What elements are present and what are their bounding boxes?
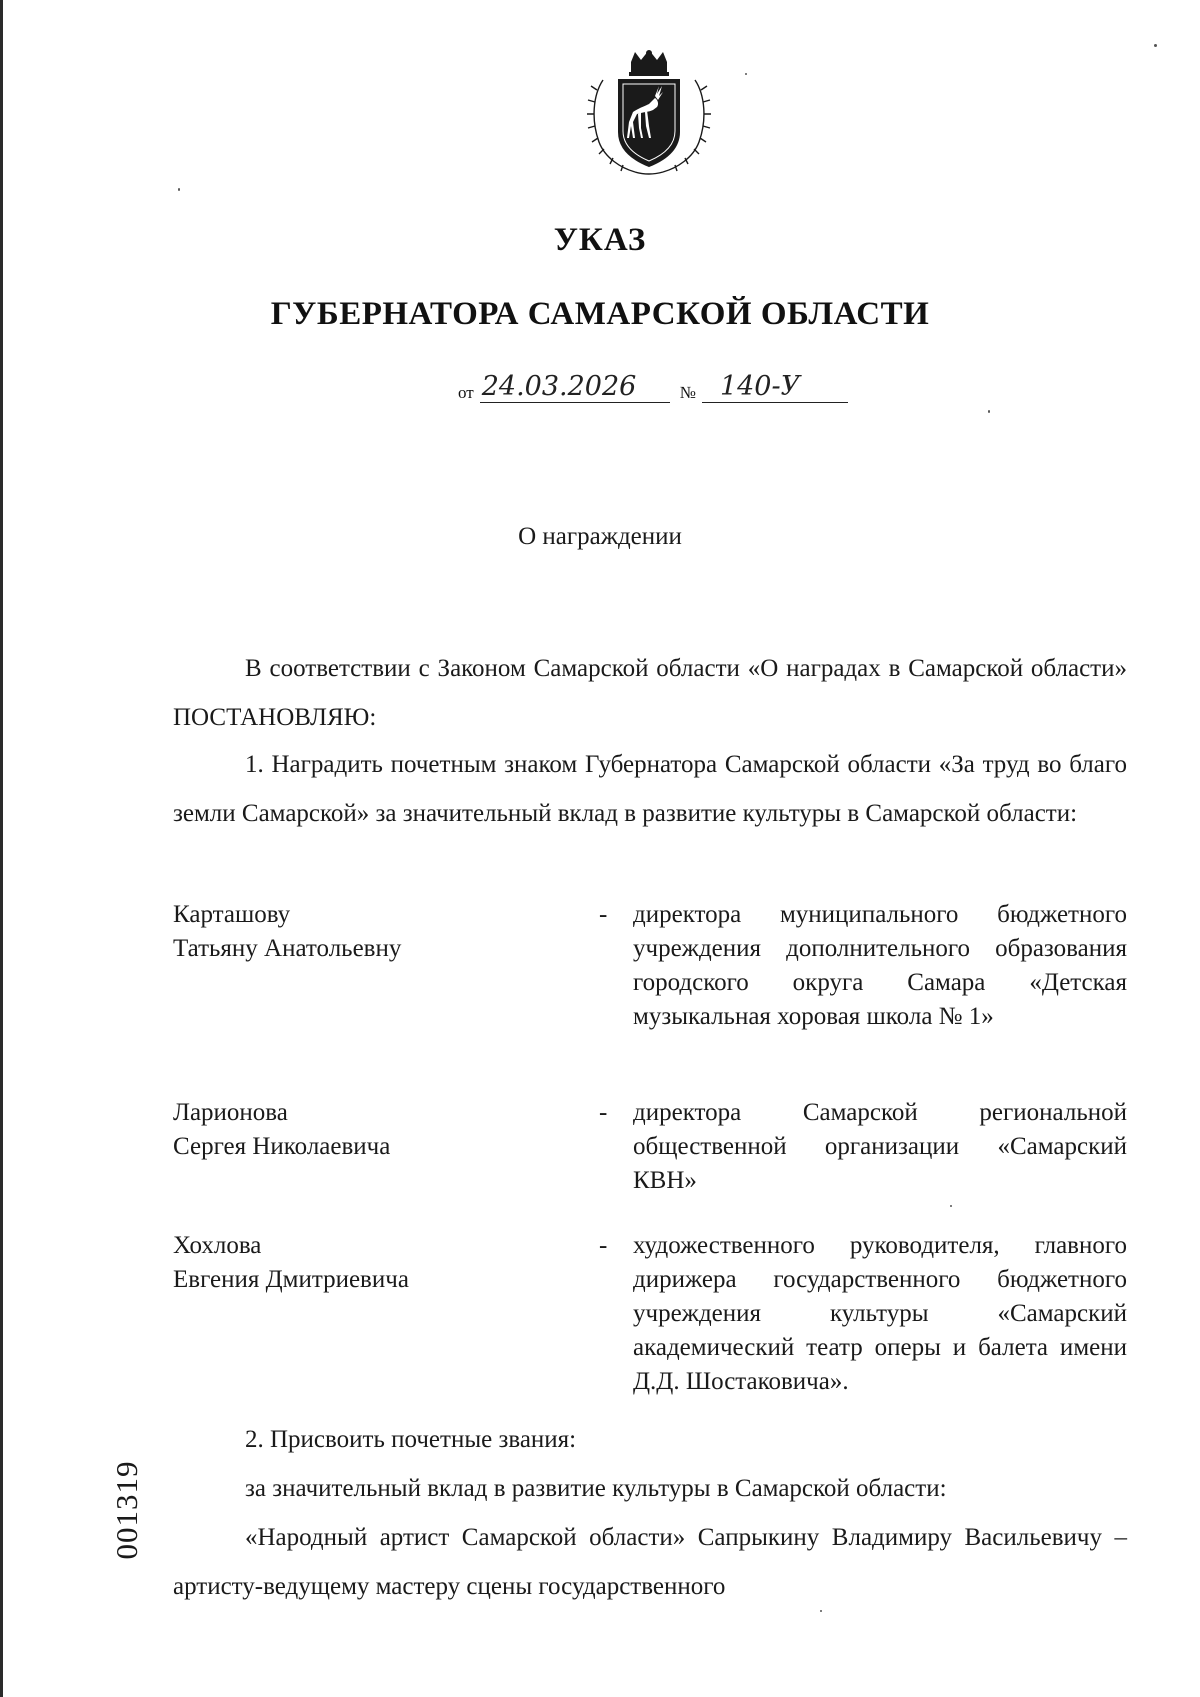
- recipient-surname: Хохлова: [173, 1232, 262, 1259]
- number-prefix: №: [679, 383, 696, 402]
- date-number-line: [458, 372, 848, 403]
- scan-speck: [1154, 44, 1157, 47]
- recipient-name: [173, 898, 573, 966]
- recipient-dash: -: [599, 1232, 608, 1259]
- serial-number: [109, 1455, 144, 1565]
- recipient-dash: -: [599, 1099, 608, 1126]
- item-1-paragraph: 1. Наградить почетным знаком Губернатора Самарской области «За труд во благо земли Самарской» за значительный вклад в развитие культуры в Самарской области:: [173, 751, 1127, 827]
- recipient-name: [173, 1096, 573, 1164]
- recipient-position: художественного руководителя, главного дирижера государственного бюджетного учреждения культуры «Самарский академический театр оперы и балета имени Д.Д. Шостаковича».: [633, 1232, 1127, 1395]
- recipient-dash: -: [599, 901, 608, 928]
- recipient-given-names: Евгения Дмитриевича: [173, 1266, 409, 1293]
- scan-speck: [178, 188, 180, 191]
- document-subject: О награждении: [518, 523, 682, 550]
- recipient-name: [173, 1229, 573, 1297]
- serial-number-text: 001319: [109, 1460, 144, 1560]
- item-2-subheading: за значительный вклад в развитие культуры в Самарской области:: [245, 1475, 947, 1502]
- recipient-given-names: Татьяну Анатольевну: [173, 935, 402, 962]
- item-2-heading: 2. Присвоить почетные звания:: [245, 1426, 577, 1453]
- issuer-title: ГУБЕРНАТОРА САМАРСКОЙ ОБЛАСТИ: [270, 296, 930, 332]
- recipient-position: директора Самарской региональной общественной организации «Самарский КВН»: [633, 1099, 1127, 1194]
- samara-coat-of-arms-icon: [583, 50, 715, 178]
- recipient-position: директора муниципального бюджетного учреждения дополнительного образования городского округа Самара «Детская музыкальная хоровая школа № 1»: [633, 901, 1127, 1030]
- handwritten-date: 24.03.2026: [480, 372, 670, 403]
- date-prefix: от: [458, 383, 474, 402]
- preamble-paragraph: В соответствии с Законом Самарской области «О наградах в Самарской области» ПОСТАНОВЛЯЮ:: [173, 655, 1127, 731]
- handwritten-number: 140-У: [702, 372, 848, 403]
- recipient-given-names: Сергея Николаевича: [173, 1133, 391, 1160]
- document-type-title: УКАЗ: [553, 222, 647, 258]
- scan-speck: [988, 410, 990, 413]
- scan-speck: [950, 1205, 952, 1207]
- recipient-surname: Ларионова: [173, 1099, 288, 1126]
- scan-speck: [745, 73, 747, 75]
- recipient-surname: Карташову: [173, 901, 291, 928]
- item-2-paragraph: «Народный артист Самарской области» Сапрыкину Владимиру Васильевичу – артисту-ведущему мастеру сцены государственного: [173, 1524, 1127, 1600]
